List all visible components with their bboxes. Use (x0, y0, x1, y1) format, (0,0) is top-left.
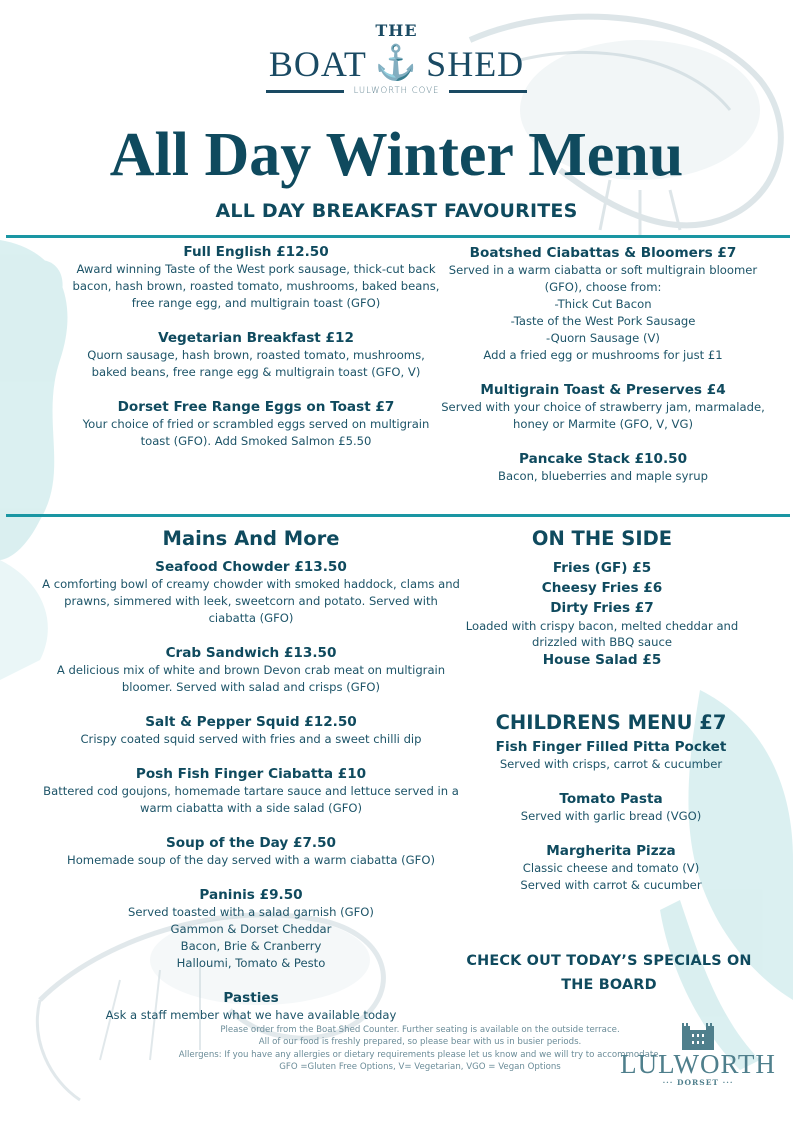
item-title: Dorset Free Range Eggs on Toast £7 (117, 399, 395, 415)
item-title: Multigrain Toast & Preserves £4 (480, 382, 726, 398)
item-line: Classic cheese and tomato (V) (522, 861, 700, 875)
item-line: Bacon, Brie & Cranberry (180, 939, 322, 953)
logo-subline (0, 86, 793, 96)
anchor-icon: ⚓ (374, 45, 419, 82)
item-title: Soup of the Day £7.50 (165, 835, 336, 851)
lulworth-dorset: ··· DORSET ··· (662, 1078, 734, 1087)
item-desc: Bacon, blueberries and maple syrup (498, 469, 708, 483)
menu-item (466, 790, 756, 825)
menu-item (40, 989, 462, 1024)
divider-top (6, 235, 790, 238)
item-line: (GFO), choose from: (544, 280, 662, 294)
side-item-title: Cheesy Fries £6 (541, 580, 663, 596)
item-line: Served toasted with a salad garnish (GFO) (128, 905, 374, 919)
item-title: Full English £12.50 (183, 244, 329, 260)
menu-item (428, 450, 778, 485)
logo-wordmark (0, 44, 793, 84)
side-item-desc: Loaded with crispy bacon, melted cheddar and drizzled with BBQ sauce (465, 619, 739, 649)
item-line: Served in a warm ciabatta or soft multigrain bloomer (448, 263, 758, 277)
item-desc: Your choice of fried or scrambled eggs served on multigrain toast (GFO). Add Smoked Salmon £5.50 (82, 417, 430, 448)
logo-shed: SHED (426, 44, 525, 84)
footer-note: Please order from the Boat Shed Counter. Further seating is available on the outside terrace. (220, 1025, 620, 1035)
logo-lulworth-cove: LULWORTH COVE (353, 86, 440, 96)
item-line: -Quorn Sausage (V) (546, 331, 660, 345)
menu-item (40, 834, 462, 869)
menu-item (70, 398, 442, 450)
logo-the: THE (375, 21, 418, 40)
menu-item (40, 886, 462, 972)
breakfast-heading: ALL DAY BREAKFAST FAVOURITES (215, 200, 578, 222)
mains-heading: Mains And More (162, 527, 340, 550)
item-title: Vegetarian Breakfast £12 (158, 330, 354, 346)
item-desc: Crispy coated squid served with fries and a sweet chilli dip (80, 732, 422, 746)
menu-item (428, 244, 778, 364)
item-desc: Served with crisps, carrot & cucumber (499, 757, 723, 771)
item-line: Served with carrot & cucumber (520, 878, 702, 892)
sides-heading: ON THE SIDE (531, 527, 673, 550)
divider-middle (6, 514, 790, 517)
item-desc: Served with your choice of strawberry jam, marmalade, honey or Marmite (GFO, V, VG) (441, 400, 765, 431)
item-title: Tomato Pasta (559, 791, 663, 807)
item-title: Crab Sandwich £13.50 (165, 645, 337, 661)
item-title: Fish Finger Filled Pitta Pocket (495, 739, 727, 755)
item-desc: Quorn sausage, hash brown, roasted tomato, mushrooms, baked beans, free range egg & multigrain toast (GFO, V) (87, 348, 425, 379)
item-desc: Homemade soup of the day served with a warm ciabatta (GFO) (67, 853, 435, 867)
item-line: Add a fried egg or mushrooms for just £1 (483, 348, 723, 362)
item-desc: A delicious mix of white and brown Devon crab meat on multigrain bloomer. Served with salad and crisps (GFO) (56, 663, 446, 694)
breakfast-left-column (70, 243, 442, 467)
lulworth-name: LULWORTH (620, 1049, 776, 1079)
sides-column (452, 526, 752, 670)
item-desc: Award winning Taste of the West pork sausage, thick-cut back bacon, hash brown, roasted tomato, mushrooms, baked beans, free range egg, and multigrain toast (GFO) (72, 262, 440, 310)
item-title: Seafood Chowder £13.50 (155, 559, 347, 575)
lulworth-logo (612, 1020, 784, 1087)
item-line: -Thick Cut Bacon (554, 297, 652, 311)
mains-column (40, 526, 462, 1041)
childrens-heading: CHILDRENS MENU £7 (495, 711, 727, 734)
item-desc: Battered cod goujons, homemade tartare sauce and lettuce served in a warm ciabatta with a side salad (GFO) (43, 784, 459, 815)
castle-icon (678, 1020, 718, 1050)
menu-item (466, 842, 756, 894)
menu-title: All Day Winter Menu (109, 121, 684, 189)
item-line: -Taste of the West Pork Sausage (510, 314, 696, 328)
menu-item (70, 329, 442, 381)
specials-callout: CHECK OUT TODAY’S SPECIALS ON THE BOARD (466, 953, 752, 993)
menu-item (40, 713, 462, 748)
footer-note: GFO =Gluten Free Options, V= Vegetarian, VGO = Vegan Options (279, 1062, 561, 1073)
item-title: Salt & Pepper Squid £12.50 (145, 714, 357, 730)
logo-bar-right (449, 90, 527, 93)
boat-shed-logo (0, 22, 793, 96)
item-title: Pancake Stack £10.50 (518, 451, 688, 467)
item-desc: A comforting bowl of creamy chowder with smoked haddock, clams and prawns, simmered with leek, sweetcorn and potato. Served with ciabatta (GFO) (42, 577, 460, 625)
menu-item (428, 381, 778, 433)
item-line: Gammon & Dorset Cheddar (170, 922, 332, 936)
side-item-title: House Salad £5 (542, 652, 662, 668)
side-item-title: Fries (GF) £5 (552, 560, 652, 576)
logo-boat: BOAT (268, 44, 367, 84)
item-title: Posh Fish Finger Ciabatta £10 (135, 766, 367, 782)
footer-note: Allergens: If you have any allergies or dietary requirements please let us know and we will try to accommodate. (178, 1049, 662, 1060)
breakfast-right-column (428, 244, 778, 502)
item-desc: Ask a staff member what we have available today (105, 1008, 397, 1022)
footer-note: All of our food is freshly prepared, so please bear with us in busier periods. (258, 1037, 582, 1048)
item-line: Halloumi, Tomato & Pesto (176, 956, 326, 970)
item-title: Margherita Pizza (546, 843, 676, 859)
menu-item (40, 558, 462, 627)
item-title: Pasties (223, 990, 279, 1006)
item-title: Paninis £9.50 (199, 887, 303, 903)
item-title: Boatshed Ciabattas & Bloomers £7 (469, 245, 737, 261)
item-desc: Served with garlic bread (VGO) (520, 809, 702, 823)
menu-item (466, 738, 756, 773)
logo-bar-left (266, 90, 344, 93)
menu-item (70, 243, 442, 312)
side-item-title: Dirty Fries £7 (550, 600, 654, 616)
menu-item (40, 765, 462, 817)
childrens-menu-column (466, 710, 756, 911)
menu-item (40, 644, 462, 696)
